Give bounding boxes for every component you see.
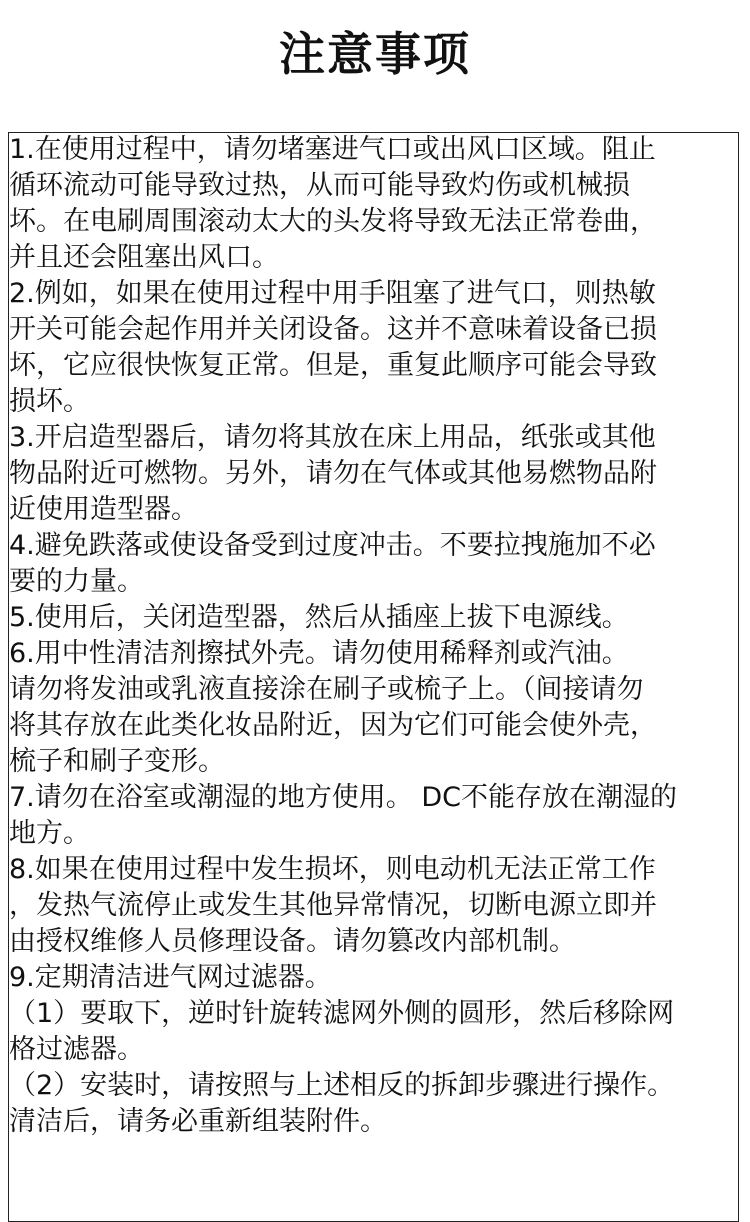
text-line: 坏。在电刷周围滚动太大的头发将导致无法正常卷曲， — [9, 206, 657, 237]
text-line: ，发热气流停止或发生其他异常情况，切断电源立即并 — [9, 890, 657, 921]
text-line: 近使用造型器。 — [9, 494, 198, 525]
text-line: 1.在使用过程中，请勿堵塞进气口或出风口区域。阻止 — [9, 134, 656, 165]
text-line: 并且还会阻塞出风口。 — [9, 242, 279, 273]
text-line: 地方。 — [9, 818, 90, 849]
text-line: 由授权维修人员修理设备。请勿篡改内部机制。 — [9, 926, 576, 957]
text-line: 请勿将发油或乳液直接涂在刷子或梳子上。（间接请勿 — [9, 674, 644, 705]
text-line: 将其存放在此类化妆品附近，因为它们可能会使外壳， — [9, 710, 657, 741]
text-line: 4.避免跌落或使设备受到过度冲击。不要拉拽施加不必 — [9, 530, 656, 561]
text-line: 9.定期清洁进气网过滤器。 — [9, 962, 332, 993]
text-line: 清洁后，请务必重新组装附件。 — [9, 1106, 387, 1137]
text-line: 开关可能会起作用并关闭设备。这并不意味着设备已损 — [9, 314, 657, 345]
text-line: 7.请勿在浴室或潮湿的地方使用。 DC不能存放在潮湿的 — [9, 782, 677, 813]
text-line: 2.例如，如果在使用过程中用手阻塞了进气口，则热敏 — [9, 278, 656, 309]
text-line: 坏，它应很快恢复正常。但是，重复此顺序可能会导致 — [9, 350, 657, 381]
text-line: 8.如果在使用过程中发生损坏，则电动机无法正常工作 — [9, 854, 656, 885]
notice-text-box — [8, 132, 739, 1222]
text-line: 6.用中性清洁剂擦拭外壳。请勿使用稀释剂或汽油。 — [9, 638, 629, 669]
notice-lines — [9, 133, 738, 1141]
text-line: （2）安装时，请按照与上述相反的拆卸步骤进行操作。 — [9, 1070, 675, 1101]
text-line: 损坏。 — [9, 386, 90, 417]
text-line: 要的力量。 — [9, 566, 144, 597]
text-line: （1）要取下，逆时针旋转滤网外侧的圆形，然后移除网 — [9, 998, 675, 1029]
text-line: 梳子和刷子变形。 — [9, 746, 225, 777]
page-title: 注意事项 — [279, 27, 471, 81]
text-line: 3.开启造型器后，请勿将其放在床上用品，纸张或其他 — [9, 422, 656, 453]
text-line: 循环流动可能导致过热，从而可能导致灼伤或机械损 — [9, 170, 630, 201]
text-line: 格过滤器。 — [9, 1034, 144, 1065]
text-line: 物品附近可燃物。另外，请勿在气体或其他易燃物品附 — [9, 458, 657, 489]
text-line: 5.使用后，关闭造型器，然后从插座上拔下电源线。 — [9, 602, 629, 633]
